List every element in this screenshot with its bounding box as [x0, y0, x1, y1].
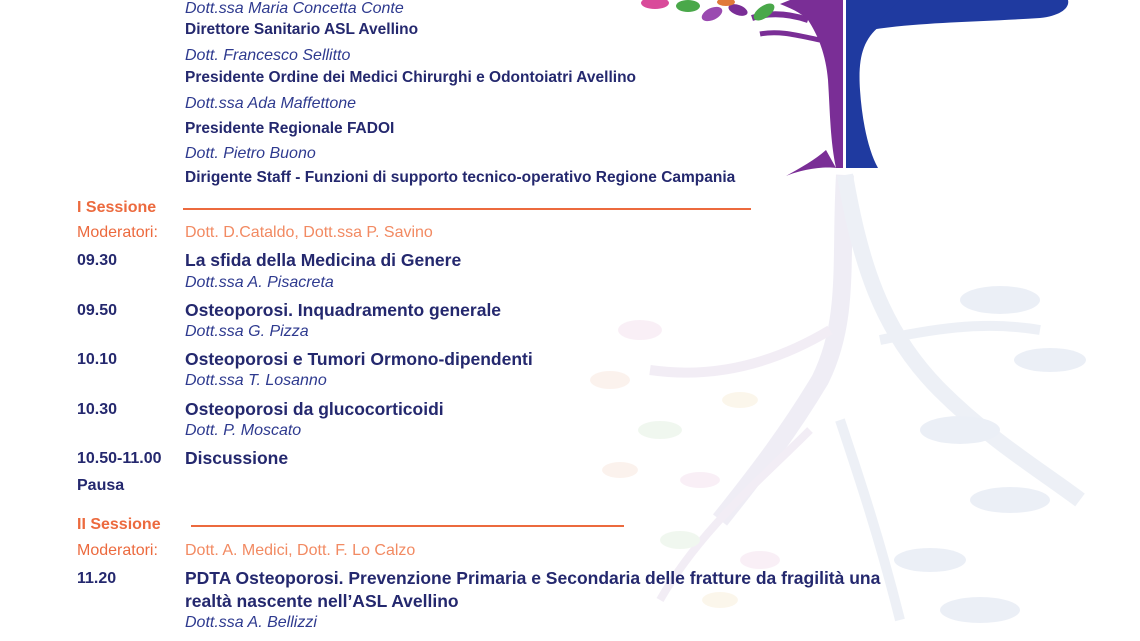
authority-name: Dott. Francesco Sellitto	[185, 47, 351, 64]
authority-role: Direttore Sanitario ASL Avellino	[185, 21, 419, 38]
authority-role: Dirigente Staff - Funzioni di supporto tecnico-operativo Regione Campania	[185, 169, 736, 186]
tree-reflection	[590, 175, 1086, 623]
talk-time: 11.20	[77, 570, 117, 587]
talk-title: La sfida della Medicina di Genere	[185, 250, 462, 270]
authority-name: Dott.ssa Ada Maffettone	[185, 95, 357, 112]
talk-speaker: Dott. P. Moscato	[185, 422, 302, 439]
session-divider	[183, 208, 751, 210]
talk-time: 10.10	[77, 351, 118, 368]
authority-name: Dott.ssa Maria Concetta Conte	[185, 0, 404, 17]
moderators-label: Moderatori:	[77, 542, 158, 559]
talk-speaker: Dott.ssa A. Bellizzi	[185, 614, 317, 631]
authority-role: Presidente Regionale FADOI	[185, 120, 395, 137]
talk-time: 10.50-11.00	[77, 450, 162, 467]
moderators-label: Moderatori:	[77, 224, 158, 241]
tree-trunk-purple	[752, 0, 843, 176]
tree-trunk-blue	[846, 0, 1068, 168]
tree-leaves	[641, 0, 777, 24]
talk-time: 09.30	[77, 252, 118, 269]
talk-time: 10.30	[77, 401, 118, 418]
moderators-names: Dott. A. Medici, Dott. F. Lo Calzo	[185, 542, 416, 559]
talk-title-continued: realtà nascente nell’ASL Avellino	[185, 591, 459, 611]
authority-role: Presidente Ordine dei Medici Chirurghi e Odontoiatri Avellino	[185, 69, 636, 86]
break-label: Pausa	[77, 477, 125, 494]
talk-title: PDTA Osteoporosi. Prevenzione Primaria e Secondaria delle fratture da fragilità una	[185, 568, 881, 588]
session-divider	[191, 525, 624, 527]
authority-name: Dott. Pietro Buono	[185, 145, 316, 162]
talk-time: 09.50	[77, 302, 118, 319]
talk-speaker: Dott.ssa T. Losanno	[185, 372, 327, 389]
talk-title: Osteoporosi da glucocorticoidi	[185, 399, 444, 419]
session-title: I Sessione	[77, 199, 157, 216]
talk-title: Osteoporosi. Inquadramento generale	[185, 300, 502, 320]
talk-speaker: Dott.ssa G. Pizza	[185, 323, 309, 340]
moderators-names: Dott. D.Cataldo, Dott.ssa P. Savino	[185, 224, 433, 241]
session-title: II Sessione	[77, 516, 161, 533]
talk-title: Osteoporosi e Tumori Ormono-dipendenti	[185, 349, 533, 369]
talk-title: Discussione	[185, 448, 289, 468]
talk-speaker: Dott.ssa A. Pisacreta	[185, 274, 334, 291]
